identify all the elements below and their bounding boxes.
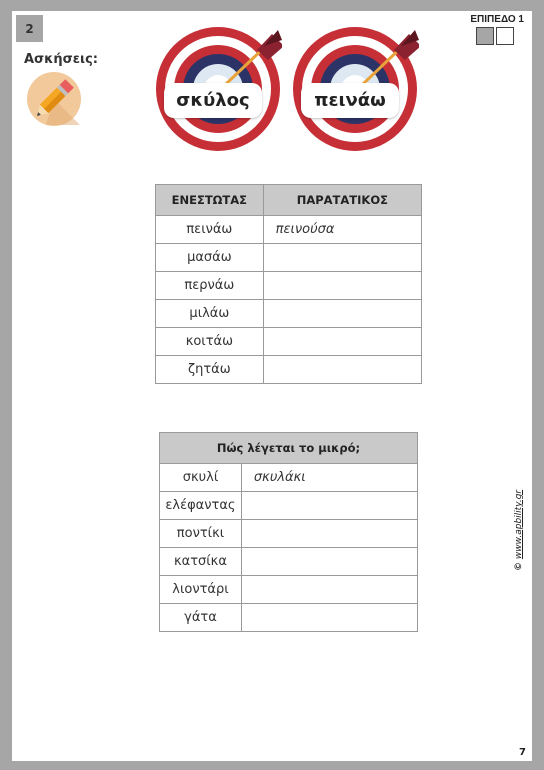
- target-word: πεινάω: [301, 83, 399, 118]
- table-row: [156, 356, 422, 384]
- table-row: [156, 216, 422, 244]
- answer-cell[interactable]: [263, 328, 421, 356]
- target-word: σκύλος: [164, 83, 262, 118]
- present-word: ζητάω: [156, 356, 264, 384]
- copyright-symbol: ©: [514, 562, 524, 571]
- table-row: [160, 604, 418, 632]
- table-row: [156, 272, 422, 300]
- noun-word: κατσίκα: [160, 548, 242, 576]
- page-number: 7: [519, 747, 526, 758]
- column-header-present: ΕΝΕΣΤΩΤΑΣ: [156, 185, 264, 216]
- diminutive-table-header: [160, 433, 418, 464]
- tense-table: [155, 184, 422, 384]
- answer-cell[interactable]: [241, 548, 417, 576]
- level-indicator: [476, 27, 514, 45]
- worksheet-page: [12, 11, 532, 761]
- answer-cell[interactable]: [241, 576, 417, 604]
- table-row: [160, 520, 418, 548]
- level-box-empty: [496, 27, 514, 45]
- diminutive-table: [159, 432, 418, 632]
- answer-cell[interactable]: [263, 272, 421, 300]
- level-box-filled: [476, 27, 494, 45]
- tense-table-header: [156, 185, 422, 216]
- table-row: [160, 492, 418, 520]
- present-word: περνάω: [156, 272, 264, 300]
- table-row: [156, 300, 422, 328]
- table-row: [160, 464, 418, 492]
- answer-cell[interactable]: [241, 604, 417, 632]
- answer-cell[interactable]: [241, 492, 417, 520]
- diminutive-question: Πώς λέγεται το μικρό;: [160, 433, 418, 464]
- noun-word: λιοντάρι: [160, 576, 242, 604]
- table-row: [156, 328, 422, 356]
- table-row: [156, 244, 422, 272]
- answer-cell[interactable]: [263, 300, 421, 328]
- level-label: ΕΠΙΠΕΔΟ 1: [470, 14, 524, 25]
- exercises-label: Ασκήσεις:: [24, 52, 99, 67]
- table-row: [160, 576, 418, 604]
- pencil-icon: [26, 71, 82, 127]
- copyright-notice: [514, 490, 524, 571]
- present-word: κοιτάω: [156, 328, 264, 356]
- column-header-imperfect: ΠΑΡΑΤΑΤΙΚΟΣ: [263, 185, 421, 216]
- answer-cell[interactable]: [241, 520, 417, 548]
- target-card-1: [154, 26, 282, 152]
- copyright-link[interactable]: www.apbility.gr: [514, 489, 524, 560]
- noun-word: ποντίκι: [160, 520, 242, 548]
- answer-cell[interactable]: πεινούσα: [263, 216, 421, 244]
- present-word: μιλάω: [156, 300, 264, 328]
- answer-cell[interactable]: σκυλάκι: [241, 464, 417, 492]
- target-card-2: [291, 26, 419, 152]
- answer-cell[interactable]: [263, 356, 421, 384]
- noun-word: γάτα: [160, 604, 242, 632]
- answer-cell[interactable]: [263, 244, 421, 272]
- page-badge: 2: [16, 15, 43, 42]
- present-word: μασάω: [156, 244, 264, 272]
- noun-word: ελέφαντας: [160, 492, 242, 520]
- table-row: [160, 548, 418, 576]
- noun-word: σκυλί: [160, 464, 242, 492]
- present-word: πεινάω: [156, 216, 264, 244]
